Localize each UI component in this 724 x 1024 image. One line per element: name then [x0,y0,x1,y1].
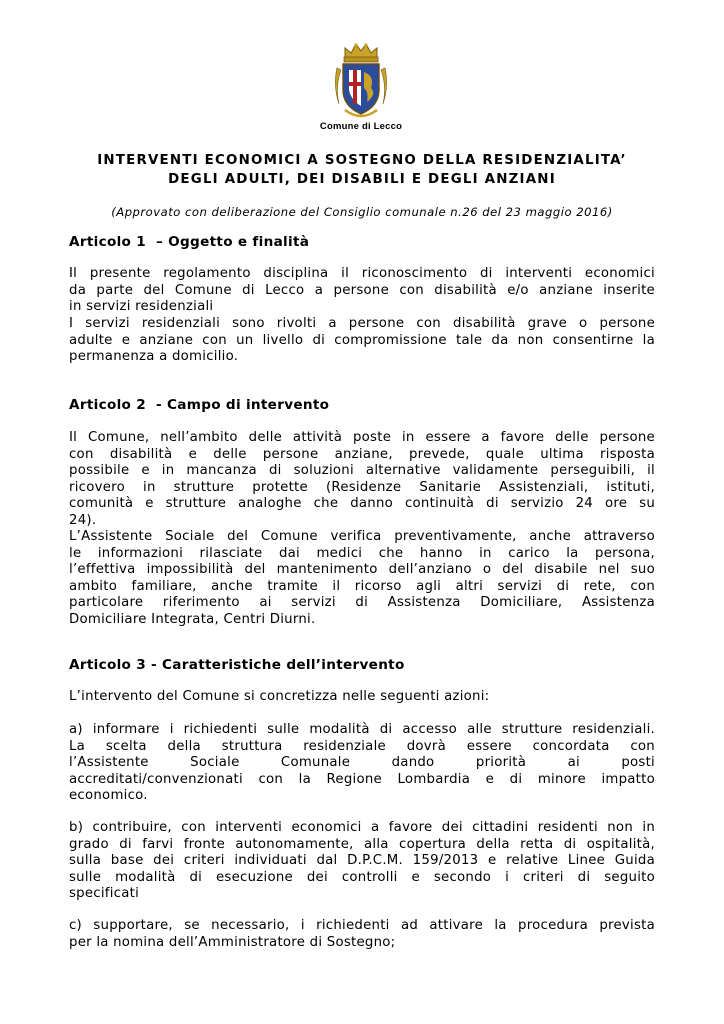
text-line: adulte e anziane con un livello di compromissione tale da non consentirne la [69,332,655,348]
text-line: l’Assistente Sociale Comunale dando priorità ai posti [69,755,655,770]
text-line: accreditati/convenzionati con la Regione Lombardia e di minore impatto [69,771,655,787]
text-line: l’effettiva impossibilità del mantenimento dell’anziano o del disabile nel suo [69,562,655,577]
text-line: sulle modalità di esecuzione dei controlli e secondo i criteri di seguito [69,869,655,885]
text-line: 24). [69,512,97,528]
article-2-paragraph-2 [69,529,655,628]
text-line: a) informare i richiedenti sulle modalità di accesso alle strutture residenziali. [69,722,655,737]
text-line: La scelta della struttura residenziale dovrà essere concordata con [69,738,655,754]
title-line: INTERVENTI ECONOMICI A SOSTEGNO DELLA RESIDENZIALITA’ [97,153,627,168]
text-line: L’Assistente Sociale del Comune verifica preventivamente, anche attraverso [69,529,655,544]
text-line: sulla base dei criteri individuati dal D.P.C.M. 159/2013 e relative Linee Guida [69,853,655,868]
text-line: per la nomina dell’Amministratore di Sostegno; [69,934,396,950]
coat-of-arms-icon [331,42,391,120]
municipal-logo [313,42,409,138]
text-line: I servizi residenziali sono rivolti a persone con disabilità grave o persone [69,316,655,331]
article-1-heading: Articolo 1 – Oggetto e finalità [69,234,310,250]
text-line: in servizi residenziali [69,299,214,314]
text-line: ambito familiare, anche tramite il ricorso agli altri servizi di rete, con [69,578,655,594]
text-line: b) contribuire, con interventi economici a favore dei cittadini residenti non in [69,820,655,835]
text-line: da parte del Comune di Lecco a persone con disabilità e/o anziane inserite [69,282,655,298]
logo-caption: Comune di Lecco [319,121,403,132]
article-2-paragraph-1 [69,430,655,529]
text-line: comunità e strutture analoghe che danno continuità di servizio 24 ore su [69,496,655,511]
text-line: economico. [69,788,148,803]
text-line: particolare riferimento ai servizi di Assistenza Domiciliare, Assistenza [69,595,655,610]
text-line: Domiciliare Integrata, Centri Diurni. [69,611,316,627]
text-line: grado di farvi fronte autonomamente, alla copertura della retta di ospitalità, [69,836,655,852]
article-3-heading: Articolo 3 - Caratteristiche dell’intervento [69,657,405,673]
text-line: permanenza a domicilio. [69,349,239,364]
article-3-item-b [69,820,655,903]
text-line: Il presente regolamento disciplina il riconoscimento di interventi economici [69,266,655,281]
article-3-item-c [69,918,655,951]
article-1-paragraph-1 [69,266,655,316]
text-line: possibile e in mancanza di soluzioni alternative validamente perseguibili, il [69,463,655,478]
title-line: DEGLI ADULTI, DEI DISABILI E DEGLI ANZIANI [168,172,556,187]
article-3-intro [69,689,655,706]
text-line: c) supportare, se necessario, i richiedenti ad attivare la procedura prevista [69,918,655,933]
article-2-heading: Articolo 2 - Campo di intervento [69,397,330,413]
text-line: ricovero in strutture protette (Residenze Sanitarie Assistenziali, istituti, [69,479,655,495]
text-line: con disabilità e delle persone anziane, prevede, quale ultima risposta [69,446,655,462]
article-1-paragraph-2 [69,316,655,366]
article-3-item-a [69,722,655,805]
document-title [40,151,684,189]
approval-note: (Approvato con deliberazione del Consiglio comunale n.26 del 23 maggio 2016) [111,205,613,219]
text-line: specificati [69,886,140,901]
text-line: L’intervento del Comune si concretizza nelle seguenti azioni: [69,689,490,704]
text-line: le informazioni rilasciate dai medici che hanno in carico la persona, [69,545,655,561]
text-line: Il Comune, nell’ambito delle attività poste in essere a favore delle persone [69,430,655,445]
